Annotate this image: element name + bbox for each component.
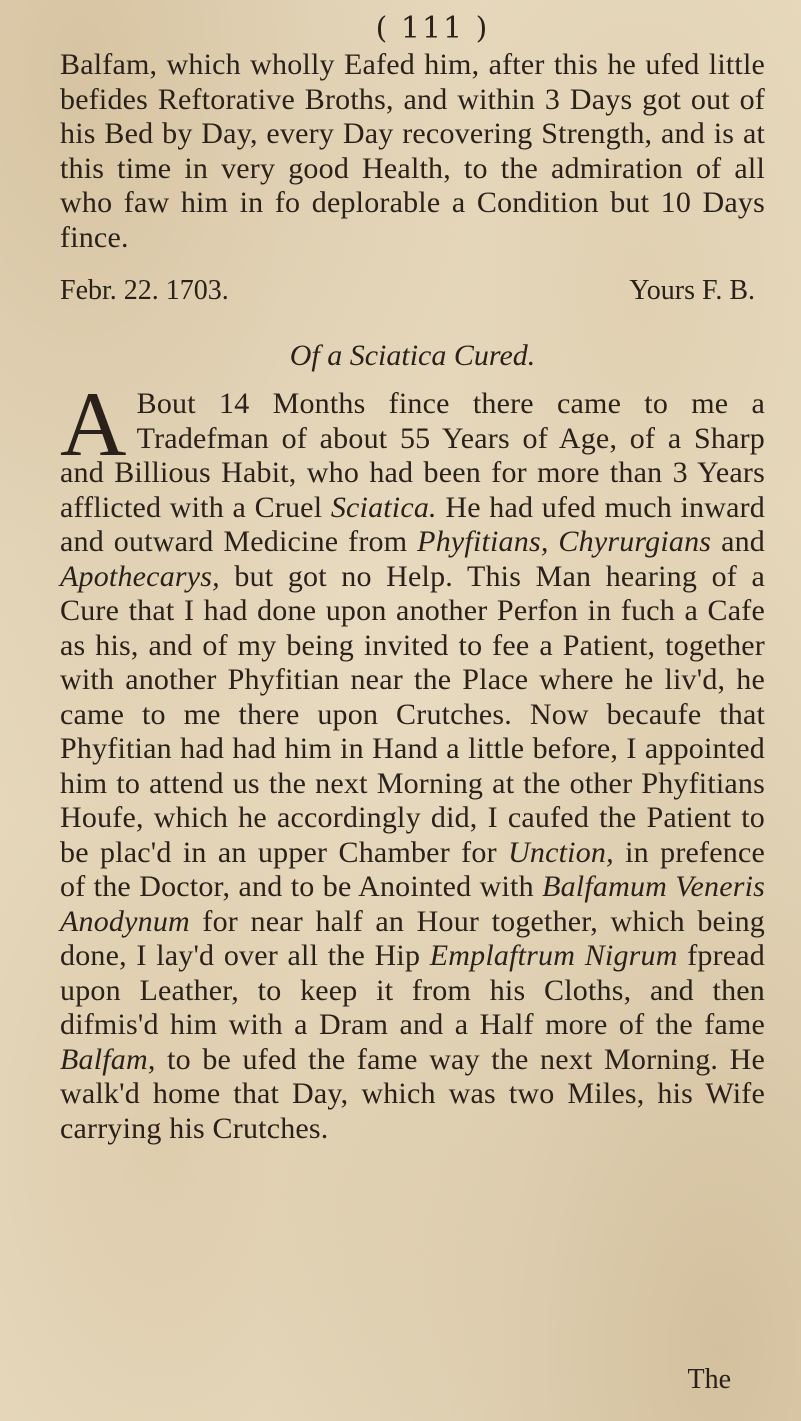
page-number: ( 111 ) — [375, 11, 490, 46]
text-run-italic: Sciatica. — [330, 490, 437, 524]
paragraph-sciatica-case — [60, 373, 766, 1146]
text-run-italic: Phyfitians, Chyrurgians — [417, 525, 712, 558]
text-run: for near half an Hour together, which being done, I lay'd over all the Hip — [60, 904, 765, 972]
text-run: He had ufed much inward and outward Medicine from — [60, 490, 765, 558]
text-run-italic: Balfam, — [60, 1042, 156, 1076]
text-run: Bout 14 Months fince there came to me a Tradefman of about 55 Years of Age, of a Sharp and Billious Habit, who had been for more than 3 Years afflicted with a Cruel — [60, 387, 765, 524]
letter-date: Febr. 22. 1703. — [60, 275, 229, 306]
catchword: The — [687, 1364, 731, 1395]
text-run: to be ufed the fame way the next Morning. He walk'd home that Day, which was two Miles, his Wife carrying his Crutches. — [60, 1042, 765, 1145]
letter-signature: Yours F. B. — [629, 275, 755, 306]
text-run: but got no Help. This Man hearing of a Cure that I had done upon another Perfon in fuch a Cafe as his, and of my being invited to fee a Patient, together with another Phyfitian near the Place where he liv'd, he came to me there upon Crutches. Now becaufe that Phyfitian had had him in Hand a little before, I appointed him to attend us the next Morning at the other Phyfitians Houfe, which he accordingly did, I caufed the Patient to be plac'd in an upper Chamber for — [60, 559, 765, 869]
drop-cap: A — [60, 373, 127, 475]
text-run-italic: Emplaftrum Nigrum — [429, 939, 678, 972]
text-run: and — [711, 525, 765, 558]
text-run-italic: Apothecarys, — [60, 559, 220, 593]
paragraph-balsam-cure: Balfam, which wholly Eafed him, after this he ufed little befides Reftorative Broths, and within 3 Days got out of his Bed by Day, every Day recovering Strength, and is at this time in very good Health, to the admiration of all who faw him in fo deplorable a Condition but 10 Days fince. — [60, 48, 765, 254]
text-run-italic: Unction, — [508, 835, 614, 869]
signature-row — [60, 275, 765, 315]
text-run-italic: Balfamum Veneris Anodynum — [60, 870, 766, 938]
text-run: fpread upon Leather, to keep it from his Cloths, and then difmis'd him with a Dram and a Half more of the fame — [60, 939, 765, 1041]
section-heading: Of a Sciatica Cured. — [289, 339, 536, 372]
text-run: in prefence of the Doctor, and to be Anointed with — [60, 835, 765, 903]
